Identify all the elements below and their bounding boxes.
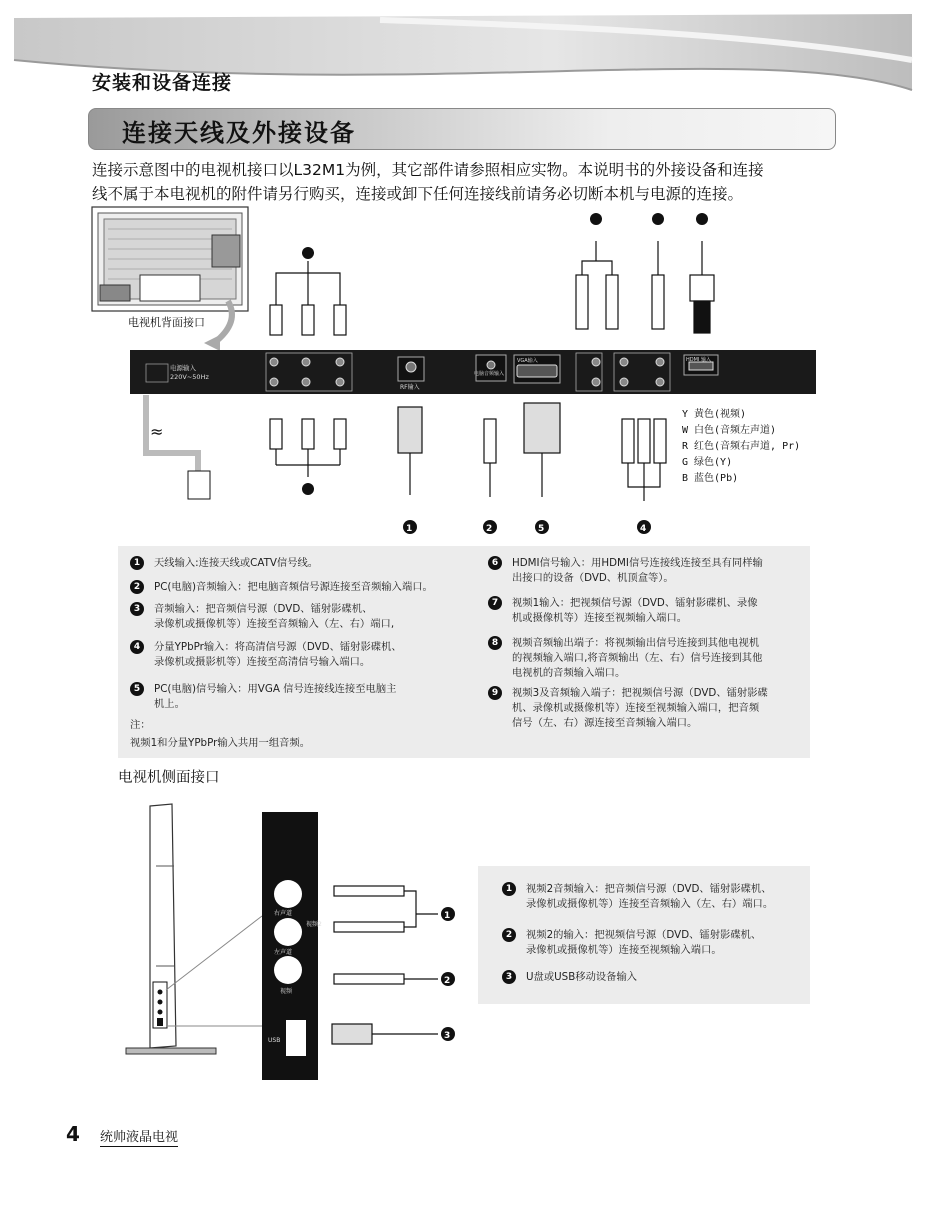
svg-text:HDMI 输入: HDMI 输入 xyxy=(686,357,711,363)
side-diagram xyxy=(120,796,480,1086)
note-item-6: 6 HDMI信号输入：用HDMI信号连接线连接至具有同样输 出接口的设备（DVD、机顶盒等）。 xyxy=(488,556,763,586)
intro-line-1: 连接示意图中的电视机接口以L32M1为例，其它部件请参照相应实物。本说明书的外接设备和连接 xyxy=(92,161,764,179)
svg-text:G 绿色(Y): G 绿色(Y) xyxy=(682,457,733,468)
intro-line-2: 线不属于本电视机的附件请另行购买，连接或卸下任何连接线前请务必切断本机与电源的连接。 xyxy=(92,185,744,203)
footer-brand: 统帅液晶电视 xyxy=(100,1126,178,1147)
note-label: 注： xyxy=(130,719,151,731)
svg-text:电源输入: 电源输入 xyxy=(170,364,196,372)
note-item-2: 2 PC(电脑)音频输入：把电脑音频信号源连接至音频输入端口。 xyxy=(130,580,433,595)
banner-title: 连接天线及外接设备 xyxy=(122,119,356,147)
section-title: 安装和设备连接 xyxy=(92,72,233,94)
note-item-7: 7 视频1输入：把视频信号源（DVD、镭射影碟机、录像 机或摄像机等）连接至视频输入端口。 xyxy=(488,596,758,626)
page-number: 4 xyxy=(66,1122,80,1146)
note-text: 视频1和分量YPbPr输入共用一组音频。 xyxy=(130,737,311,749)
svg-text:≈: ≈ xyxy=(150,422,164,441)
connection-diagram xyxy=(0,205,928,545)
svg-text:R 红色(音频右声道, Pr): R 红色(音频右声道, Pr) xyxy=(682,441,801,452)
svg-text:右声道: 右声道 xyxy=(274,910,293,917)
note-item-3: 3 音频输入：把音频信号源（DVD、镭射影碟机、 录像机或摄像机等）连接至音频输入（左、右）端口, xyxy=(130,602,394,632)
side-note-1: 1 视频2音频输入：把音频信号源（DVD、镭射影碟机、 录像机或摄像机等）连接至音频输入（左、右）端口。 xyxy=(502,882,773,912)
note-item-1: 1 天线输入:连接天线或CATV信号线。 xyxy=(130,556,318,571)
side-note-2: 2 视频2的输入：把视频信号源（DVD、镭射影碟机、 录像机或摄像机等）连接至视频输入端口。 xyxy=(502,928,761,958)
svg-text:220V~50Hz: 220V~50Hz xyxy=(170,373,209,381)
svg-text:Y 黄色(视频): Y 黄色(视频) xyxy=(682,409,747,420)
notes-box xyxy=(118,546,810,758)
svg-text:视频2: 视频2 xyxy=(306,921,322,928)
note-item-5: 5 PC(电脑)信号输入：用VGA 信号连接线连接至电脑主 机上。 xyxy=(130,682,396,712)
svg-text:RF输入: RF输入 xyxy=(400,384,420,391)
svg-text:视频: 视频 xyxy=(280,988,293,995)
note-item-8: 8 视频音频输出端子：将视频输出信号连接到其他电视机 的视频输入端口,将音频输出（左、右）信号连接到其他 电视机的音频输入端口。 xyxy=(488,636,762,681)
svg-text:2: 2 xyxy=(486,524,493,534)
svg-text:1: 1 xyxy=(444,911,451,921)
svg-text:B 蓝色(Pb): B 蓝色(Pb) xyxy=(682,473,739,484)
svg-text:电脑音频输入: 电脑音频输入 xyxy=(474,371,505,377)
side-note-3: 3 U盘或USB移动设备输入 xyxy=(502,970,637,985)
svg-text:左声道: 左声道 xyxy=(274,949,293,956)
side-title: 电视机侧面接口 xyxy=(118,770,220,786)
note-item-9: 9 视频3及音频输入端子：把视频信号源（DVD、镭射影碟 机、录像机或摄像机等）连接至视频输入端口，把音频 信号（左、右）源连接至音频输入端口。 xyxy=(488,686,768,731)
tv-back-illustration xyxy=(92,207,248,311)
svg-text:VGA输入: VGA输入 xyxy=(517,358,538,364)
svg-text:W 白色(音频左声道): W 白色(音频左声道) xyxy=(682,425,777,436)
svg-text:5: 5 xyxy=(538,524,545,534)
note-item-4: 4 分量YPbPr输入：将高清信号源（DVD、镭射影碟机、 录像机或摄影机等）连接至高清信号输入端口。 xyxy=(130,640,402,670)
svg-text:3: 3 xyxy=(444,1031,451,1041)
svg-text:2: 2 xyxy=(444,976,451,986)
svg-text:USB: USB xyxy=(268,1037,281,1044)
side-notes-box xyxy=(478,866,810,1004)
tv-back-caption: 电视机背面接口 xyxy=(128,316,205,329)
svg-text:1: 1 xyxy=(406,524,413,534)
svg-text:4: 4 xyxy=(640,524,647,534)
